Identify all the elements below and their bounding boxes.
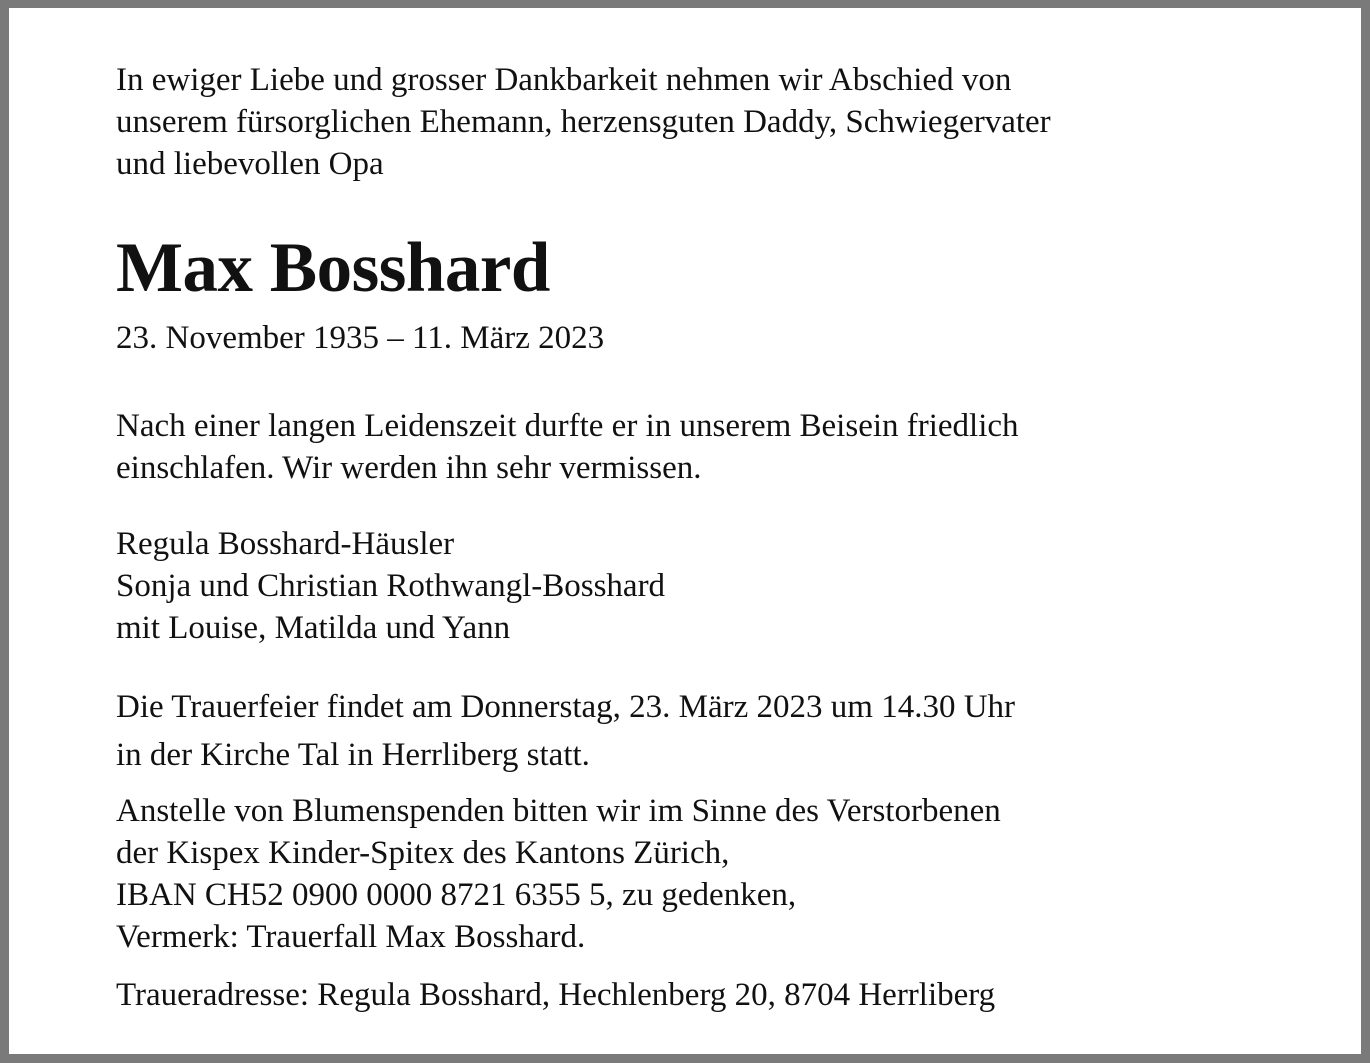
service-line: Die Trauerfeier findet am Donnerstag, 23. März 2023 um 14.30 Uhr [116,689,1016,725]
life-dates: 23. November 1935 – 11. März 2023 [116,320,605,356]
intro-line: und liebevollen Opa [116,146,384,182]
mourning-address: Traueradresse: Regula Bosshard, Hechlenberg 20, 8704 Herrliberg [116,977,996,1013]
family-list [116,523,665,649]
donation-line: der Kispex Kinder-Spitex des Kantons Zürich, [116,835,730,871]
passing-paragraph [116,405,1019,489]
passing-line: Nach einer langen Leidenszeit durfte er in unserem Beisein friedlich [116,408,1019,444]
service-paragraph [116,683,1015,779]
service-line: in der Kirche Tal in Herrliberg statt. [116,737,590,773]
passing-line: einschlafen. Wir werden ihn sehr vermissen. [116,450,702,486]
intro-line: unserem fürsorglichen Ehemann, herzensguten Daddy, Schwiegervater [116,104,1051,140]
donation-paragraph [116,790,1001,958]
family-member: Regula Bosshard-Häusler [116,526,455,562]
donation-line: IBAN CH52 0900 0000 8721 6355 5, zu gedenken, [116,877,797,913]
deceased-name: Max Bosshard [116,229,550,307]
family-member: Sonja und Christian Rothwangl-Bosshard [116,568,666,604]
donation-line: Vermerk: Trauerfall Max Bosshard. [116,919,586,955]
intro-line: In ewiger Liebe und grosser Dankbarkeit nehmen wir Abschied von [116,62,1012,98]
family-member: mit Louise, Matilda und Yann [116,610,511,646]
donation-line: Anstelle von Blumenspenden bitten wir im Sinne des Verstorbenen [116,793,1001,829]
intro-paragraph [116,59,1051,185]
